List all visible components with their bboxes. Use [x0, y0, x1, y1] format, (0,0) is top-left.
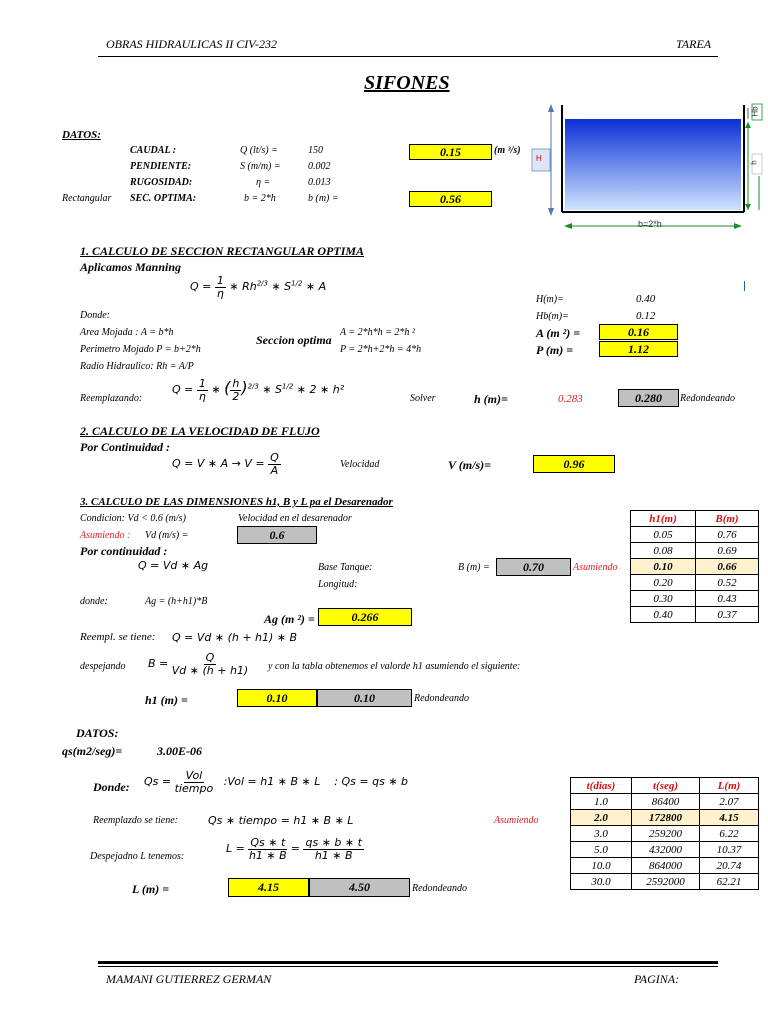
table-row — [631, 543, 759, 559]
table-cell[interactable]: 20.74 — [700, 858, 759, 874]
table-cell[interactable]: 2.0 — [571, 810, 632, 826]
l-redondeando: Redondeando — [412, 883, 467, 894]
table-cell[interactable]: 864000 — [632, 858, 700, 874]
table-cell[interactable]: 0.66 — [696, 559, 759, 575]
caudal-val: 150 — [308, 145, 323, 156]
col-header-tdias: t(dias) — [571, 778, 632, 794]
s3-title: 3. CALCULO DE LAS DIMENSIONES h1, B y L pa el Desarenador — [80, 496, 393, 508]
col-header-l: L(m) — [700, 778, 759, 794]
table-cell[interactable]: 1.0 — [571, 794, 632, 810]
manning-equation: Q = $\frac{1}{\eta}$ ∗ $Rh^{2/3}$ ∗ $S^{1/2}$ ∗ A — [190, 274, 327, 300]
rugosidad-label: RUGOSIDAD: — [130, 177, 193, 188]
hb-label: Hb(m)= — [536, 311, 569, 322]
table-row-selected — [631, 559, 759, 575]
rectangular-label: Rectangular — [62, 193, 112, 204]
q-unit: (m ³/s) — [494, 145, 521, 156]
table-cell[interactable]: 259200 — [632, 826, 700, 842]
h1-val-cell[interactable]: 0.10 — [237, 689, 317, 707]
vd-val-cell[interactable]: 0.6 — [237, 526, 317, 544]
rugosidad-val: 0.013 — [308, 177, 331, 188]
reemplazando-label: Reemplazando: — [80, 393, 143, 404]
h-round-cell[interactable]: 0.280 — [618, 389, 679, 407]
asumiendo-t: Asumiendo — [494, 815, 539, 826]
pendiente-val: 0.002 — [308, 161, 331, 172]
qs-equation: Qs = $\frac{\text{Vol}}{\text{tiempo}}$ :Vol = h1 ∗ B ∗ L : Qs = qs ∗ b — [144, 769, 409, 795]
hm-label: H(m)= — [536, 294, 564, 305]
table-cell[interactable]: 6.22 — [700, 826, 759, 842]
h-solver-val: 0.283 — [558, 393, 583, 405]
b-val-cell[interactable]: 0.56 — [409, 191, 492, 207]
l-equation: L = $\frac{Qs ∗ t}{h1 ∗ B}$ = $\frac{qs ∗ b ∗ t}{h1 ∗ B}$ — [226, 836, 362, 862]
despejando-label: despejando — [80, 661, 126, 672]
radio-hidraulico: Radio Hidraulico: Rh = A/P — [80, 361, 194, 372]
base-tanque: Base Tanque: — [318, 562, 373, 573]
l-round-cell[interactable]: 4.50 — [309, 878, 410, 897]
table-cell[interactable]: 172800 — [632, 810, 700, 826]
channel-diagram — [530, 100, 766, 235]
table-cell[interactable]: 0.43 — [696, 591, 759, 607]
h1-label: h1 (m) = — [145, 693, 188, 707]
h-label: h (m)= — [474, 392, 508, 406]
ag-val-cell[interactable]: 0.266 — [318, 608, 412, 626]
table-cell[interactable]: 0.30 — [631, 591, 696, 607]
por-continuidad: Por continuidad : — [80, 544, 168, 558]
h1-round-cell[interactable]: 0.10 — [317, 689, 412, 707]
table-row — [571, 794, 759, 810]
seccion-optima: Seccion optima — [256, 333, 332, 347]
s1-title: 1. CALCULO DE SECCION RECTANGULAR OPTIMA — [80, 244, 365, 258]
t-l-table — [570, 777, 759, 890]
datos-label: DATOS: — [62, 129, 101, 141]
v-label: V (m/s)= — [448, 458, 491, 472]
table-row — [571, 826, 759, 842]
diagram-h-label: H — [536, 154, 542, 163]
footer-rule-thin — [98, 966, 718, 967]
table-cell[interactable]: 0.05 — [631, 527, 696, 543]
q-vd-ag-equation: Q = Vd ∗ Ag — [138, 559, 209, 572]
header-rule — [98, 56, 718, 57]
l-val-cell[interactable]: 4.15 — [228, 878, 309, 897]
despejando-equation: B = $\frac{Q}{Vd ∗ (h + h1)}$ — [148, 651, 249, 677]
perimetro-mojado: Perimetro Mojado P = b+2*h — [80, 344, 201, 355]
asumiendo-label: Asumiendo : — [80, 530, 131, 541]
doc-type: TAREA — [676, 37, 712, 51]
diagram-hb-label: Hb — [750, 106, 760, 117]
cursor-mark — [744, 281, 745, 291]
pendiente-label: PENDIENTE: — [130, 161, 192, 172]
reempl-label: Reempl. se tiene: — [80, 631, 156, 643]
vel-desarenador: Velocidad en el desarenador — [238, 513, 352, 524]
table-cell[interactable]: 0.37 — [696, 607, 759, 623]
qs-label: qs(m2/seg)= — [62, 744, 123, 758]
page-label: PAGINA: — [634, 972, 680, 986]
table-cell[interactable]: 0.76 — [696, 527, 759, 543]
table-cell[interactable]: 3.0 — [571, 826, 632, 842]
table-cell[interactable]: 0.20 — [631, 575, 696, 591]
hm-val: 0.40 — [636, 293, 656, 305]
tabla-text: y con la tabla obtenemos el valorde h1 asumiendo el siguiente: — [268, 661, 521, 672]
s1-donde: Donde: — [80, 310, 110, 321]
sec-optima-sym: b = 2*h — [244, 193, 276, 204]
b-val-cell-s3[interactable]: 0.70 — [496, 558, 571, 576]
rugosidad-sym: η = — [256, 177, 271, 188]
a-val-cell[interactable]: 0.16 — [599, 324, 678, 340]
reemplazo-label: Reemplazdo se tiene: — [93, 815, 178, 826]
h1-b-table — [630, 510, 759, 623]
vd-label: Vd (m/s) = — [145, 530, 189, 541]
table-cell[interactable]: 10.0 — [571, 858, 632, 874]
s1-sub: Aplicamos Manning — [80, 260, 182, 274]
table-cell[interactable]: 0.69 — [696, 543, 759, 559]
table-row — [631, 591, 759, 607]
table-cell[interactable]: 86400 — [632, 794, 700, 810]
p-eq: P = 2*h+2*h = 4*h — [340, 344, 422, 355]
table-cell[interactable]: 62.21 — [700, 874, 759, 890]
table-cell[interactable]: 432000 — [632, 842, 700, 858]
condicion-label: Condicion: Vd < 0.6 (m/s) — [80, 513, 186, 524]
table-cell[interactable]: 2592000 — [632, 874, 700, 890]
solver-label: Solver — [410, 393, 436, 404]
table-cell[interactable]: 4.15 — [700, 810, 759, 826]
table-cell[interactable]: 0.08 — [631, 543, 696, 559]
bm-label: b (m) = — [308, 193, 339, 204]
diagram-b-label: b=2*h — [638, 219, 662, 229]
table-row-selected — [571, 810, 759, 826]
hb-val: 0.12 — [636, 310, 656, 322]
col-header-h1: h1(m) — [631, 511, 696, 527]
diagram-hh-label: h — [749, 160, 759, 165]
pendiente-sym: S (m/m) = — [240, 161, 281, 172]
b-m-label: B (m) = — [458, 562, 490, 573]
s4-datos: DATOS: — [76, 726, 119, 740]
asumiendo-b: Asumiendo — [573, 562, 618, 573]
col-header-tseg: t(seg) — [632, 778, 700, 794]
q-m3s-cell[interactable]: 0.15 — [409, 144, 492, 160]
l-label: L (m) = — [132, 882, 170, 896]
sec-optima-label: SEC. OPTIMA: — [130, 193, 197, 204]
table-cell[interactable]: 0.10 — [631, 559, 696, 575]
table-row — [631, 527, 759, 543]
table-row — [571, 842, 759, 858]
caudal-label: CAUDAL : — [130, 145, 177, 156]
ag-def: Ag = (h+h1)*B — [145, 596, 208, 607]
table-cell[interactable]: 5.0 — [571, 842, 632, 858]
s4-donde: Donde: — [93, 780, 130, 794]
a-label: A (m ²) = — [536, 326, 581, 340]
table-cell[interactable]: 0.52 — [696, 575, 759, 591]
velocidad-label: Velocidad — [340, 459, 380, 470]
course-title: OBRAS HIDRAULICAS II CIV-232 — [106, 37, 277, 51]
ag-label: Ag (m ²) = — [264, 612, 315, 626]
footer-rule-thick — [98, 961, 718, 964]
longitud-label: Longitud: — [318, 579, 358, 590]
donde-label: donde: — [80, 596, 108, 607]
table-header-row — [631, 511, 759, 527]
table-row — [631, 575, 759, 591]
a-eq: A = 2*h*h = 2*h ² — [340, 327, 415, 338]
table-row — [631, 607, 759, 623]
s2-sub: Por Continuidad : — [80, 440, 171, 454]
table-cell[interactable]: 30.0 — [571, 874, 632, 890]
continuidad-equation: Q = V ∗ A → V = $\frac{Q}{A}$ — [172, 451, 279, 477]
reempl-equation: Q = Vd ∗ (h + h1) ∗ B — [172, 631, 298, 644]
reemplazo-equation: Qs ∗ tiempo = h1 ∗ B ∗ L — [208, 814, 354, 827]
caudal-sym: Q (lt/s) = — [240, 145, 278, 156]
v-val-cell[interactable]: 0.96 — [533, 455, 615, 473]
h-redondeando: Redondeando — [680, 393, 735, 404]
s2-title: 2. CALCULO DE LA VELOCIDAD DE FLUJO — [80, 424, 320, 438]
area-mojada: Area Mojada : A = b*h — [80, 327, 174, 338]
page-title: SIFONES — [364, 72, 450, 94]
table-row — [571, 874, 759, 890]
table-cell[interactable]: 0.40 — [631, 607, 696, 623]
author: MAMANI GUTIERREZ GERMAN — [106, 972, 272, 986]
p-val-cell[interactable]: 1.12 — [599, 341, 678, 357]
table-row — [571, 858, 759, 874]
qs-val: 3.00E-06 — [157, 744, 202, 758]
reemplazando-equation: Q = $\frac{1}{\eta}$ ∗ ( $\frac{h}{2}$ )$^{2/3}$ ∗ $S^{1/2}$ ∗ 2 ∗ h² — [172, 377, 345, 403]
table-cell[interactable]: 2.07 — [700, 794, 759, 810]
despejando-l-label: Despejadno L tenemos: — [90, 851, 185, 862]
col-header-b: B(m) — [696, 511, 759, 527]
p-label: P (m) = — [536, 343, 574, 357]
table-cell[interactable]: 10.37 — [700, 842, 759, 858]
table-header-row — [571, 778, 759, 794]
h1-redondeando: Redondeando — [414, 693, 469, 704]
